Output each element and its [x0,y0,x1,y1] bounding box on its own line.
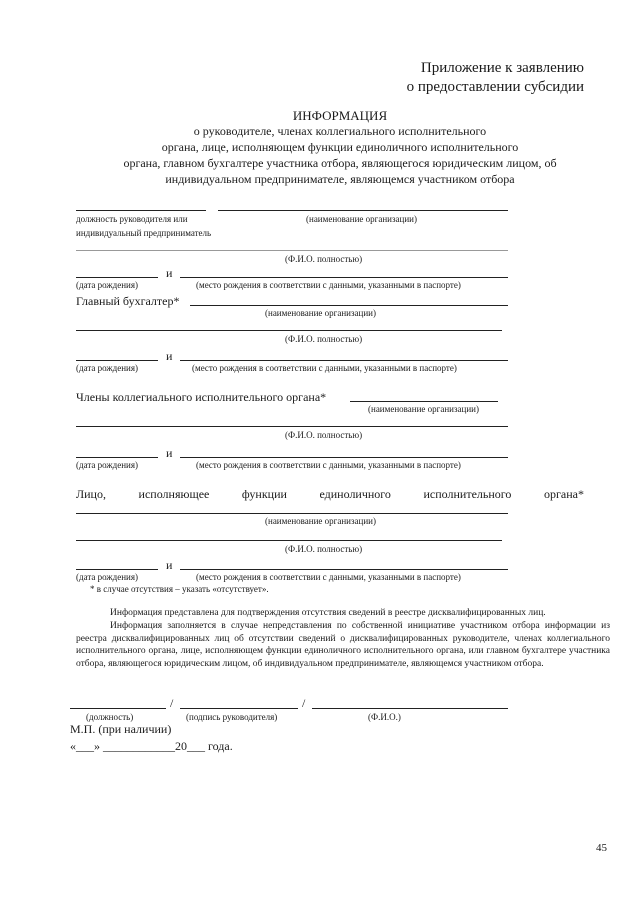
sole-fio-field[interactable] [76,540,502,541]
page-number: 45 [596,842,607,854]
info-paragraph-2-text: Информация заполняется в случае непредставления по собственной инициативе участником отбора информации из реестра дисквалифицированных лиц об отсутствии сведений о дисквалифицированных руководителе, членах коллегиального исполнительного органа, лице, исполняющем функции единоличного исполнительного органа, или главном бухгалтере участника отбора, являющегося юридическим лицом, об индивидуальном предпринимателе, являющемся участником отбора. [76,621,610,669]
document-title: ИНФОРМАЦИЯ [292,108,388,123]
birthplace-field[interactable] [180,277,508,278]
subtitle-line-2: органа, лице, исполняющем функции единоличного исполнительного [161,140,519,154]
accountant-fio-field[interactable] [76,330,502,331]
sole-org-field[interactable] [76,513,508,514]
signature-slash-1: / [170,696,174,710]
sole-heading-word: исполнительного [423,487,512,501]
subtitle-line-4: индивидуальном предпринимателе, являющемся участником отбора [165,172,515,186]
position-label-1: должность руководителя или [76,214,188,224]
sole-org-label: (наименование организации) [265,516,376,526]
sole-heading-word: органа* [543,487,584,501]
accountant-org-label: (наименование организации) [265,308,376,318]
signature-slash-2: / [302,696,306,710]
organization-field[interactable] [218,210,508,211]
sole-birthplace-field[interactable] [180,569,508,570]
board-birthplace-label: (место рождения в соответствии с данными, указанными в паспорте) [196,460,461,470]
dob-label: (дата рождения) [76,280,138,290]
appendix-line-1: Приложение к заявлению [420,60,584,76]
accountant-birthplace-field[interactable] [180,360,508,361]
board-dob-label: (дата рождения) [76,460,138,470]
signature-sign-label: (подпись руководителя) [186,712,278,722]
stamp-text: М.П. (при наличии) [70,722,172,736]
org-name-label: (наименование организации) [306,214,417,224]
signature-position-label: (должность) [86,712,134,722]
board-members-heading: Члены коллегиального исполнительного органа* [76,390,327,404]
signature-fio-label: (Ф.И.О.) [368,712,401,722]
subtitle-line-3: органа, главном бухгалтере участника отбора, являющегося юридическим лицом, об [123,156,557,170]
accountant-org-field[interactable] [190,305,508,306]
info-paragraph-2 [76,620,610,670]
dob-field[interactable] [76,277,158,278]
fio-field[interactable] [76,250,508,251]
sole-birthplace-label: (место рождения в соответствии с данными, указанными в паспорте) [196,572,461,582]
sole-dob-field[interactable] [76,569,158,570]
accountant-fio-label: (Ф.И.О. полностью) [285,334,363,344]
sole-heading-word: функции [241,487,287,501]
date-line: «___» ____________20___ года. [70,739,233,753]
info-paragraph-1-text: Информация представлена для подтверждения отсутствия сведений в реестре дисквалифицированных лиц. [110,608,546,618]
signature-sign-field[interactable] [180,708,298,709]
board-and-text: и [166,446,173,460]
board-org-label: (наименование организации) [368,404,479,414]
sole-fio-label: (Ф.И.О. полностью) [285,544,363,554]
accountant-and-text: и [166,349,173,363]
signature-position-field[interactable] [70,708,166,709]
sole-and-text: и [166,558,173,572]
position-field[interactable] [76,210,206,211]
fio-label: (Ф.И.О. полностью) [285,254,363,264]
subtitle-line-1: о руководителе, членах коллегиального исполнительного [193,124,487,138]
board-fio-field[interactable] [76,426,508,427]
sole-heading-word: исполняющее [138,487,210,501]
appendix-line-2: о предоставлении субсидии [406,79,584,95]
board-fio-label: (Ф.И.О. полностью) [285,430,363,440]
sole-executive-heading [76,487,584,502]
signature-fio-field[interactable] [312,708,508,709]
sole-heading-word: Лицо, [76,487,106,501]
and-text: и [166,266,173,280]
sole-heading-word: единоличного [319,487,391,501]
birthplace-label: (место рождения в соответствии с данными, указанными в паспорте) [196,280,461,290]
board-dob-field[interactable] [76,457,158,458]
info-paragraph-1 [76,607,610,620]
board-org-field[interactable] [350,401,498,402]
position-label-2: индивидуальный предприниматель [76,228,212,238]
board-birthplace-field[interactable] [180,457,508,458]
chief-accountant-heading: Главный бухгалтер* [76,294,180,308]
accountant-dob-field[interactable] [76,360,158,361]
accountant-dob-label: (дата рождения) [76,363,138,373]
footnote: * в случае отсутствия – указать «отсутствует». [90,584,269,594]
sole-dob-label: (дата рождения) [76,572,138,582]
accountant-birthplace-label: (место рождения в соответствии с данными, указанными в паспорте) [192,363,457,373]
